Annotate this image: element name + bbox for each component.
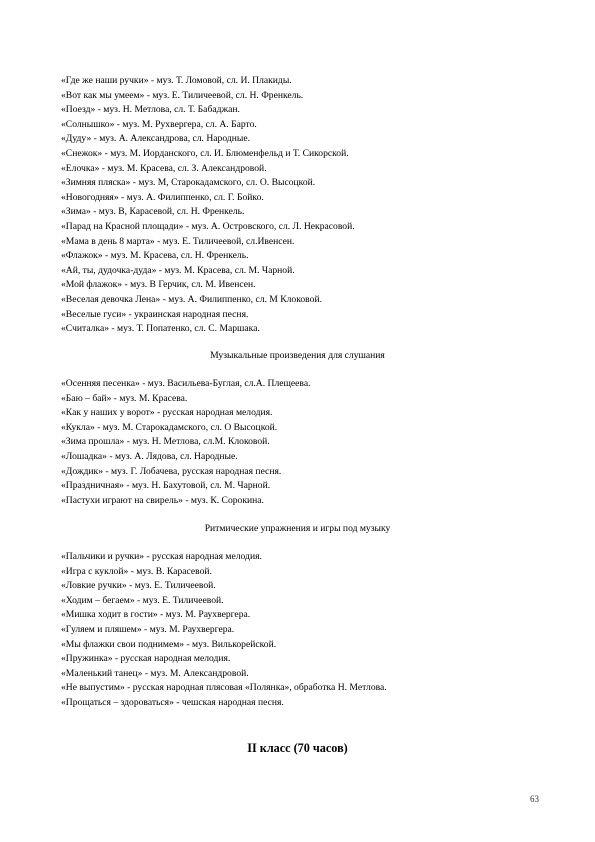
list-item: «Дождик» - муз. Г. Лобачева, русская народная песня. — [61, 465, 282, 477]
list-item: «Дуду» - муз. А. Александрова, сл. Народные. — [61, 133, 250, 145]
list-item: «Пастухи играют на свирель» - муз. К. Сорокина. — [61, 494, 264, 506]
list-item: «Ай, ты, дудочка-дуда» - муз. М. Красева, сл. М. Чарной. — [61, 264, 295, 276]
list-item: «Где же наши ручки» - муз. Т. Ломовой, сл. И. Плакиды. — [61, 75, 292, 86]
list-item: «Праздничная» - муз. Н. Бахутовой, сл. М. Чарной. — [61, 480, 271, 492]
list-item: «Пружинка» - русская народная мелодия. — [61, 653, 231, 665]
list-item: «Гуляем и пляшем» - муз. М. Раухвергера. — [61, 623, 235, 635]
list-item: «Прощаться – здороваться» - чешская народная песня. — [61, 696, 284, 708]
list-item: «Зимняя пляска» - муз. М, Старокадамского, сл. О. Высоцкой. — [61, 177, 316, 189]
list-item: «Вот как мы умеем» - муз. Е. Тиличеевой, сл. Н. Френкель. — [61, 89, 304, 101]
list-item: «Маленький танец» - муз. М. Александровой. — [61, 667, 249, 679]
list-item: «Мы флажки свои поднимем» - муз. Вилькорейской. — [61, 638, 277, 650]
list-item: «Снежок» - муз. М. Иорданского, сл. И. Блюменфельд и Т. Сикорской. — [61, 147, 349, 159]
list-item: «Ходим – бегаем» - муз. Е. Тиличеевой. — [61, 594, 224, 606]
list-item: «Баю – бай» - муз. М. Красева. — [61, 392, 188, 404]
class-title: II класс (70 часов) — [247, 741, 348, 755]
list-item: «Считалка» - муз. Т. Попатенко, сл. С. Маршака. — [61, 323, 260, 335]
list-item: «Мама в день 8 марта» - муз. Е. Тиличеевой, сл.Ивенсен. — [61, 235, 295, 247]
list-item: «Ловкие ручки» - муз. Е. Тиличеевой. — [61, 580, 216, 592]
list-item: «Веселая девочка Лена» - муз. А. Филиппенко, сл. М Клоковой. — [61, 293, 322, 305]
list-item: «Новогодняя» - муз. А. Филиппенко, сл. Г. Бойко. — [61, 191, 264, 203]
listening-list — [61, 377, 541, 508]
list-item: «Пальчики и ручки» - русская народная мелодия. — [61, 551, 262, 562]
rhythm-section-heading: Ритмические упражнения и игры под музыку — [204, 523, 391, 534]
list-item: «Не выпустим» - русская народная плясовая «Полянка», обработка Н. Метлова. — [61, 682, 387, 694]
list-item: «Игра с куклой» - муз. В. Карасевой. — [61, 565, 212, 577]
page-number: 63 — [530, 794, 539, 804]
listening-section-heading: Музыкальные произведения для слушания — [210, 350, 385, 361]
list-item: «Кукла» - муз. М. Старокадамского, сл. О Высоцкой. — [61, 421, 278, 433]
list-item: «Зима» - муз. В, Карасевой, сл. Н. Френкель. — [61, 206, 245, 218]
list-item: «Лошадка» - муз. А. Лядова, сл. Народные. — [61, 450, 238, 462]
list-item: «Мой флажок» - муз. В Герчик, сл. М. Ивенсен. — [61, 279, 256, 291]
list-item: «Елочка» - муз. М. Красева, сл. З. Александровой. — [61, 162, 267, 174]
list-item: «Веселые гуси» - украинская народная песня. — [61, 308, 249, 320]
list-item: «Парад на Красной площади» - муз. А. Островского, сл. Л. Некрасовой. — [61, 220, 355, 232]
list-item: «Поезд» - муз. Н. Метлова, сл. Т. Бабаджан. — [61, 104, 240, 116]
list-item: «Солнышко» - муз. М. Рухвергера, сл. А. Барто. — [61, 118, 257, 130]
list-item: «Осенняя песенка» - муз. Васильева-Буглая, сл.А. Плещеева. — [61, 378, 311, 389]
song-list — [61, 74, 541, 337]
rhythm-games-list — [61, 550, 541, 711]
list-item: «Флажок» - муз. М. Красева, сл. Н. Френкель. — [61, 250, 249, 262]
list-item: «Как у наших у ворот» - русская народная мелодия. — [61, 407, 273, 419]
list-item: «Зима прошла» - муз. Н. Метлова, сл.М. Клоковой. — [61, 436, 270, 448]
list-item: «Мишка ходит в гости» - муз. М. Раухвергера. — [61, 609, 251, 621]
